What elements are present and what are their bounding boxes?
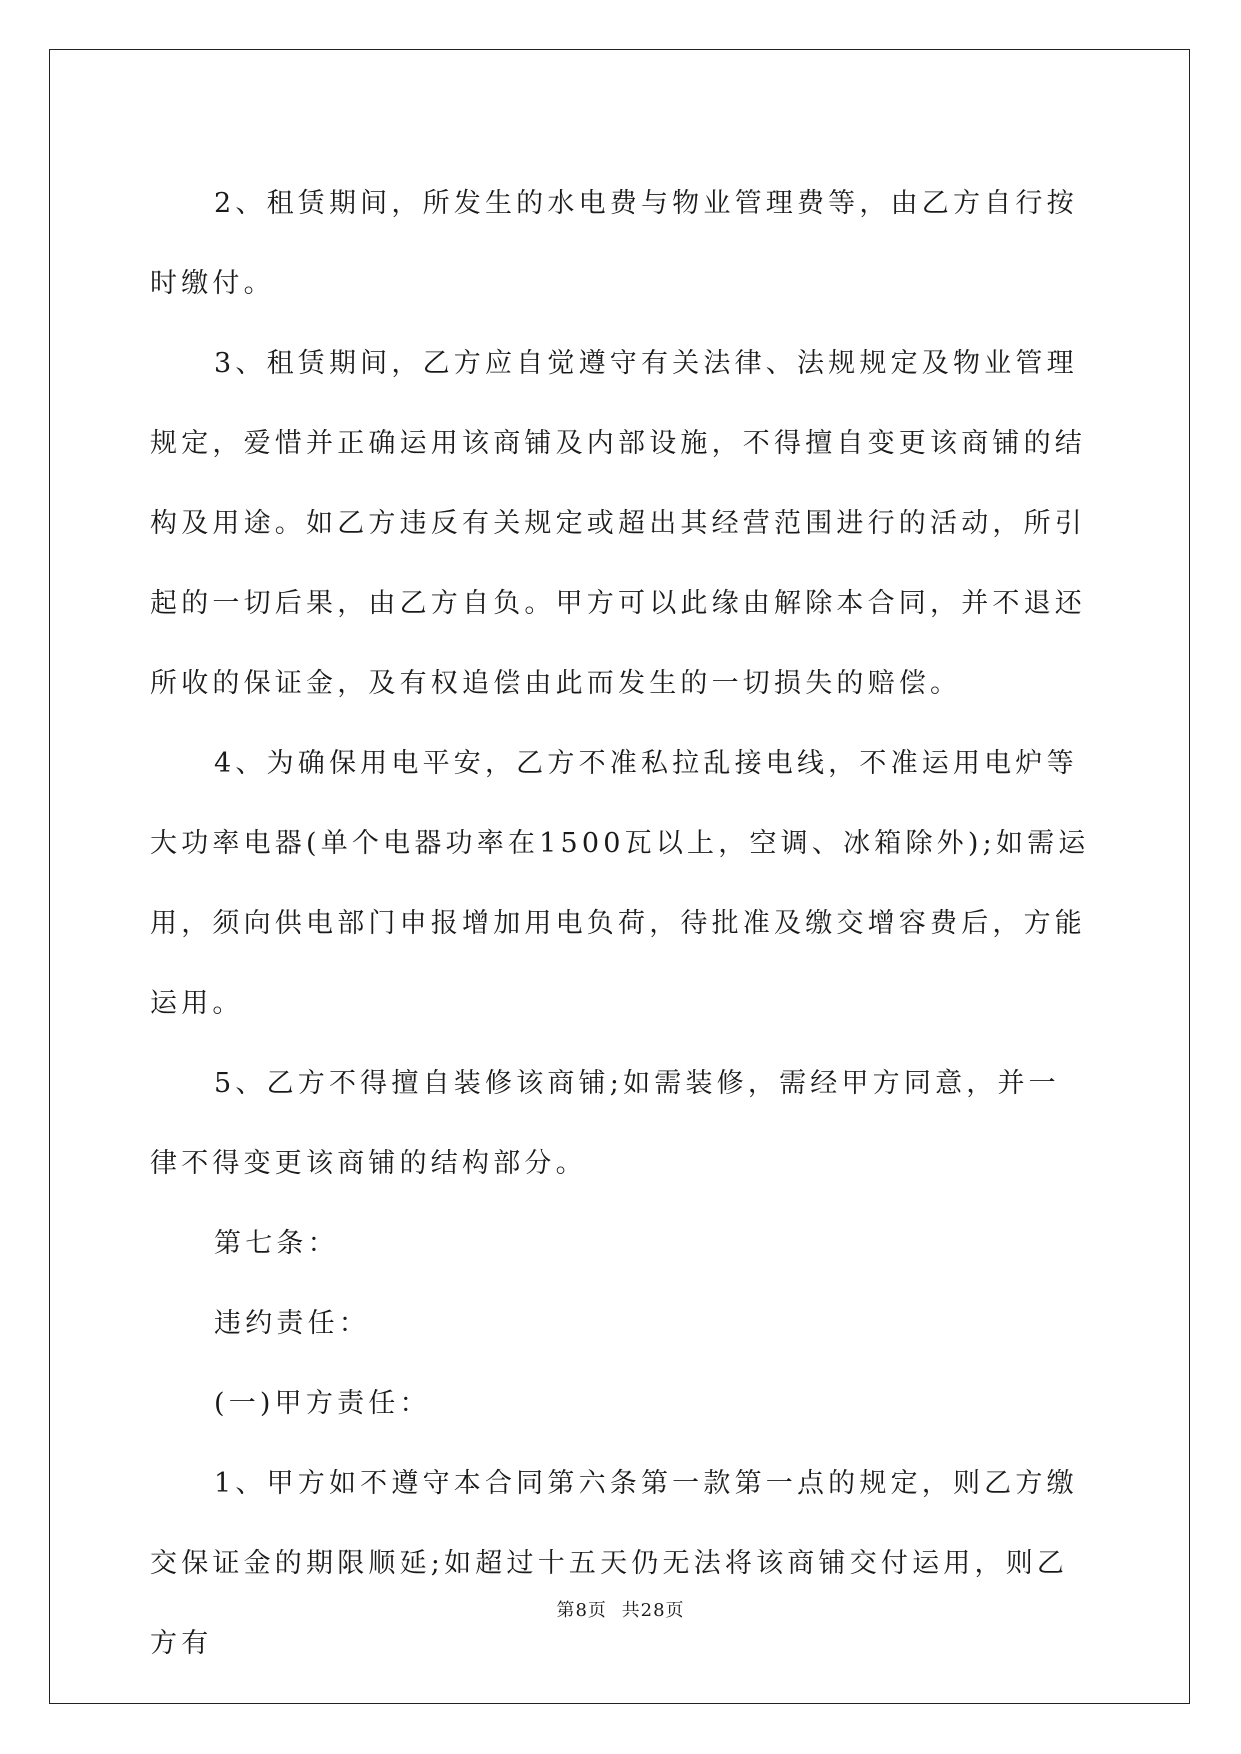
total-page-count: 共28页 [621, 1600, 685, 1621]
paragraph: 4、为确保用电平安，乙方不准私拉乱接电线，不准运用电炉等大功率电器(单个电器功率在1500瓦以上，空调、冰箱除外);如需运用，须向供电部门申报增加用电负荷，待批准及缴交增容费后，方能运用。 [150, 748, 1090, 1019]
section-heading: 第七条： [214, 1228, 339, 1259]
paragraph: 3、租赁期间，乙方应自觉遵守有关法律、法规规定及物业管理规定，爱惜并正确运用该商铺及内部设施，不得擅自变更该商铺的结构及用途。如乙方违反有关规定或超出其经营范围进行的活动，所引起的一切后果，由乙方自负。甲方可以此缘由解除本合同，并不退还所收的保证金，及有权追偿由此而发生的一切损失的赔偿。 [150, 348, 1086, 699]
paragraph: 违约责任： [214, 1308, 370, 1339]
paragraph: 5、乙方不得擅自装修该商铺;如需装修，需经甲方同意，并一律不得变更该商铺的结构部分。 [150, 1068, 1060, 1179]
paragraph: 2、租赁期间，所发生的水电费与物业管理费等，由乙方自行按时缴付。 [150, 188, 1078, 299]
current-page-number: 第8页 [556, 1600, 607, 1621]
document-body [150, 164, 1090, 1684]
paragraph: 1、甲方如不遵守本合同第六条第一款第一点的规定，则乙方缴交保证金的期限顺延;如超过十五天仍无法将该商铺交付运用，则乙方有 [150, 1468, 1078, 1659]
paragraph: (一)甲方责任： [214, 1388, 431, 1419]
page-footer [0, 1596, 1241, 1622]
